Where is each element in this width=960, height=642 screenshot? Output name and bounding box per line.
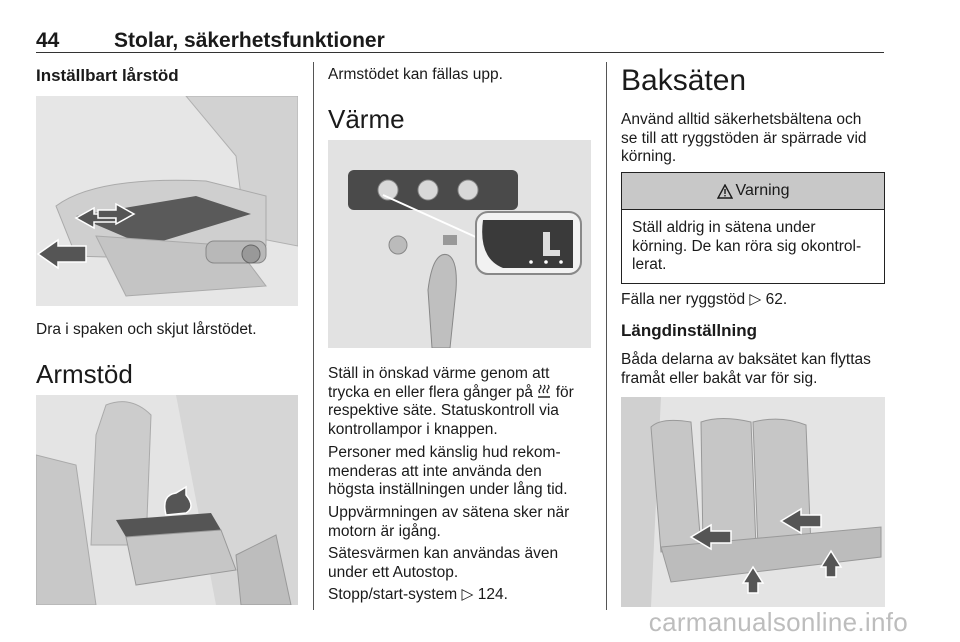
armrest-heading: Armstöd — [36, 359, 133, 389]
seat-heating-figure — [328, 140, 591, 348]
heat-heading: Värme — [328, 104, 405, 134]
para3-line-2: motorn är igång. — [328, 522, 441, 540]
page-number: 44 — [36, 29, 60, 52]
fold-ref-text: Fälla ner ryggstöd — [621, 291, 746, 308]
warning-line-2: körning. De kan röra sig okontrol- — [632, 237, 862, 255]
armrest-figure — [36, 395, 298, 605]
warning-line-1: Ställ aldrig in sätena under — [632, 219, 816, 236]
stop-start-ref-text: Stopp/start-system — [328, 586, 458, 603]
page-ref-arrow-icon: ▷ — [749, 291, 762, 308]
armrest-text: Armstödet kan fällas upp. — [328, 66, 503, 83]
warning-line-3: lerat. — [632, 256, 667, 273]
para4-line-2: under ett Autostop. — [328, 563, 459, 581]
para3-line-1: Uppvärmningen av sätena sker när — [328, 504, 570, 521]
heat-line-1: Ställ in önskad värme genom att — [328, 365, 550, 382]
warning-body — [622, 210, 884, 283]
stop-start-ref-page: 124. — [477, 586, 508, 603]
stop-start-reference[interactable] — [328, 586, 508, 605]
para2-line-1: Personer med känslig hud rekom- — [328, 444, 561, 461]
page-ref-arrow-icon: ▷ — [461, 586, 474, 603]
length-adjust-heading: Längdinställning — [621, 321, 757, 340]
heat-line-2 — [328, 384, 574, 403]
para2-line-2: menderas att inte använda den — [328, 462, 542, 480]
column-divider-1 — [313, 62, 314, 610]
fold-reference[interactable] — [621, 291, 787, 310]
heat-line-2-text: trycka en eller flera gånger på — [328, 383, 534, 401]
column-divider-2 — [606, 62, 607, 610]
heat-line-3: respektive säte. Statuskontroll via — [328, 402, 559, 419]
page-header-title: Stolar, säkerhetsfunktioner — [114, 29, 385, 52]
heat-line-4: kontrollampor i knappen. — [328, 420, 498, 438]
header-rule — [36, 52, 884, 53]
thigh-support-figure — [36, 96, 298, 306]
rear-intro-line-1: Använd alltid säkerhetsbältena och — [621, 111, 862, 128]
fold-ref-page: 62. — [765, 291, 788, 308]
warning-triangle-icon — [717, 184, 733, 199]
warning-header — [622, 173, 884, 210]
adjustable-caption: Dra i spaken och skjut lårstödet. — [36, 321, 257, 338]
para4-line-1: Sätesvärmen kan användas även — [328, 545, 559, 562]
watermark: carmanualsonline.info — [648, 607, 908, 637]
length-line-2: framåt eller bakåt var för sig. — [621, 369, 818, 387]
rear-intro-line-2: se till att ryggstöden är spärrade vid — [621, 129, 867, 147]
seat-heating-icon — [537, 384, 551, 399]
warning-box — [621, 172, 885, 284]
adjustable-headline: Inställbart lårstöd — [36, 66, 179, 85]
rear-intro-line-3: körning. — [621, 148, 677, 165]
heat-line-2-suffix: för — [555, 383, 574, 401]
rear-seat-figure — [621, 397, 885, 607]
length-line-1: Båda delarna av baksätet kan flyttas — [621, 351, 871, 368]
para2-line-3: högsta inställningen under lång tid. — [328, 481, 568, 498]
warning-title: Varning — [735, 182, 790, 199]
rear-seats-heading: Baksäten — [621, 64, 747, 97]
